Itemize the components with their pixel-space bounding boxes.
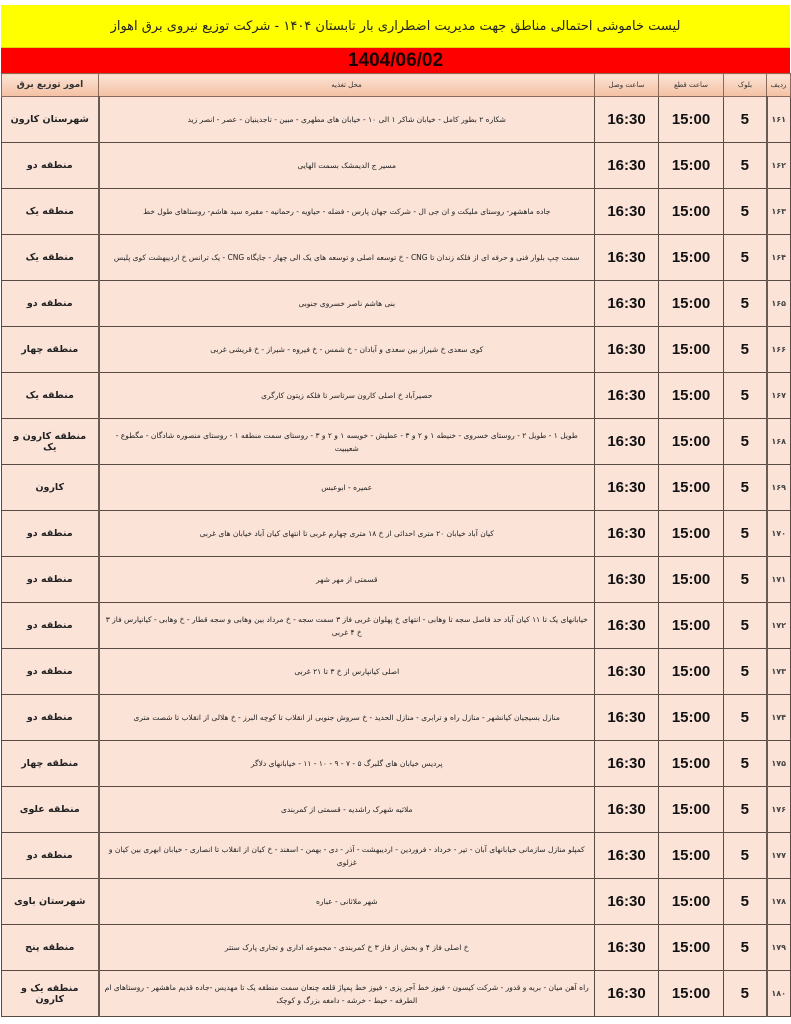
distribution-district: منطقه دو (2, 603, 99, 649)
row-number: ۱۶۴ (767, 235, 791, 281)
cut-time: 15:00 (659, 741, 724, 787)
table-row (2, 879, 791, 925)
cut-time: 15:00 (659, 649, 724, 695)
cut-time: 15:00 (659, 833, 724, 879)
table-row (2, 143, 791, 189)
connect-time: 16:30 (595, 695, 659, 741)
table-row (2, 419, 791, 465)
connect-time: 16:30 (595, 327, 659, 373)
row-number: ۱۷۰ (767, 511, 791, 557)
connect-time: 16:30 (595, 419, 659, 465)
connect-time: 16:30 (595, 465, 659, 511)
block-number: 5 (724, 373, 767, 419)
table-header-row (2, 74, 791, 97)
block-number: 5 (724, 695, 767, 741)
distribution-district: کارون (2, 465, 99, 511)
cut-time: 15:00 (659, 557, 724, 603)
outage-table (1, 73, 791, 1017)
feed-location: عمیره - ابوعبس (99, 465, 595, 511)
cut-time: 15:00 (659, 373, 724, 419)
block-number: 5 (724, 603, 767, 649)
connect-time: 16:30 (595, 787, 659, 833)
connect-time: 16:30 (595, 971, 659, 1017)
block-number: 5 (724, 971, 767, 1017)
distribution-district: شهرستان باوی (2, 879, 99, 925)
table-body (2, 97, 791, 1017)
feed-location: بنی هاشم ناصر خسروی جنوبی (99, 281, 595, 327)
table-row (2, 695, 791, 741)
table-row (2, 971, 791, 1017)
header-connect-time: ساعت وصل (595, 74, 659, 97)
distribution-district: منطقه یک (2, 373, 99, 419)
distribution-district: منطقه کارون و یک (2, 419, 99, 465)
distribution-district: منطقه دو (2, 511, 99, 557)
row-number: ۱۷۵ (767, 741, 791, 787)
cut-time: 15:00 (659, 925, 724, 971)
table-row (2, 373, 791, 419)
table-row (2, 327, 791, 373)
block-number: 5 (724, 327, 767, 373)
connect-time: 16:30 (595, 557, 659, 603)
row-number: ۱۶۶ (767, 327, 791, 373)
table-row (2, 741, 791, 787)
connect-time: 16:30 (595, 373, 659, 419)
header-location: محل تغذیه (99, 74, 595, 97)
distribution-district: منطقه دو (2, 649, 99, 695)
row-number: ۱۷۹ (767, 925, 791, 971)
distribution-district: منطقه یک (2, 189, 99, 235)
feed-location: ملاثیه شهرک راشدیه - قسمتی از کمربندی (99, 787, 595, 833)
cut-time: 15:00 (659, 235, 724, 281)
feed-location: شهر ملاثانی - عباره (99, 879, 595, 925)
block-number: 5 (724, 235, 767, 281)
header-row-number: ردیف (767, 74, 791, 97)
table-row (2, 787, 791, 833)
cut-time: 15:00 (659, 695, 724, 741)
table-row (2, 97, 791, 143)
row-number: ۱۷۷ (767, 833, 791, 879)
connect-time: 16:30 (595, 603, 659, 649)
distribution-district: شهرستان کارون (2, 97, 99, 143)
cut-time: 15:00 (659, 879, 724, 925)
row-number: ۱۶۲ (767, 143, 791, 189)
row-number: ۱۷۶ (767, 787, 791, 833)
block-number: 5 (724, 143, 767, 189)
feed-location: سمت چپ بلوار فنی و حرفه ای از فلکه زندان تا CNG - خ توسعه اصلی و توسعه های یک الی چهار - جایگاه CNG - یک ترانس خ اردیبهشت کوی پلیس (99, 235, 595, 281)
row-number: ۱۷۸ (767, 879, 791, 925)
row-number: ۱۷۳ (767, 649, 791, 695)
feed-location: طویل ۱ - طویل ۲ - روستای خسروی - خنیطه ۱ و ۲ و ۳ - عطیش - خویسه ۱ و ۲ و ۳ - روستای سمت منطقه ۱ - روستای منصوره شادگان - مگطوع - شعیبیت (99, 419, 595, 465)
cut-time: 15:00 (659, 603, 724, 649)
feed-location: راه آهن میان - بریه و قدور - شرکت کیسون - فیوز خط آجر پزی - فیوز خط پمپاژ قلعه چنعان سمت منطقه یک تا مهدیس -جاده قدیم ماهشهر - روستاهای ام الطرفه - خیط - خرشه - دامغه بزرگ و کوچک (99, 971, 595, 1017)
table-row (2, 235, 791, 281)
block-number: 5 (724, 741, 767, 787)
feed-location: منازل بسیجیان کیانشهر - منازل راه و ترابری - منازل الحدید - خ سروش جنوبی از انقلاب تا کوچه البرز - خ هلالی از انقلاب تا شصت متری (99, 695, 595, 741)
connect-time: 16:30 (595, 97, 659, 143)
connect-time: 16:30 (595, 189, 659, 235)
feed-location: خ اصلی فاز ۴ و بخش از فاز ۳ خ کمربندی - مجموعه اداری و تجاری پارک ستتر (99, 925, 595, 971)
distribution-district: منطقه یک (2, 235, 99, 281)
table-row (2, 189, 791, 235)
cut-time: 15:00 (659, 143, 724, 189)
distribution-district: منطقه چهار (2, 741, 99, 787)
block-number: 5 (724, 833, 767, 879)
row-number: ۱۶۷ (767, 373, 791, 419)
row-number: ۱۶۹ (767, 465, 791, 511)
cut-time: 15:00 (659, 971, 724, 1017)
cut-time: 15:00 (659, 327, 724, 373)
table-row (2, 511, 791, 557)
distribution-district: منطقه دو (2, 143, 99, 189)
table-row (2, 557, 791, 603)
cut-time: 15:00 (659, 281, 724, 327)
row-number: ۱۸۰ (767, 971, 791, 1017)
cut-time: 15:00 (659, 97, 724, 143)
connect-time: 16:30 (595, 235, 659, 281)
distribution-district: منطقه دو (2, 557, 99, 603)
row-number: ۱۷۲ (767, 603, 791, 649)
cut-time: 15:00 (659, 189, 724, 235)
feed-location: پردیس خیابان های گلبرگ ۵ - ۷ - ۹ - ۱۰ - ۱۱ - خیابانهای دلاگر (99, 741, 595, 787)
distribution-district: منطقه چهار (2, 327, 99, 373)
outage-schedule-sheet (1, 5, 790, 1017)
block-number: 5 (724, 189, 767, 235)
feed-location: اصلی کیانپارس از خ ۳ تا ۲۱ غربی (99, 649, 595, 695)
distribution-district: منطقه یک و کارون (2, 971, 99, 1017)
feed-location: کیان آباد خیابان ۲۰ متری احداثی از خ ۱۸ متری چهارم غربی تا انتهای کیان آباد خیابان های غربی (99, 511, 595, 557)
distribution-district: منطقه دو (2, 695, 99, 741)
distribution-district: منطقه دو (2, 281, 99, 327)
connect-time: 16:30 (595, 649, 659, 695)
row-number: ۱۶۱ (767, 97, 791, 143)
block-number: 5 (724, 925, 767, 971)
cut-time: 15:00 (659, 511, 724, 557)
connect-time: 16:30 (595, 925, 659, 971)
row-number: ۱۶۵ (767, 281, 791, 327)
feed-location: جاده ماهشهر- روستای ملیکت و ان جی ال - شرکت جهان پارس - فضله - حیاویه - رحمانیه - مقبره سید هاشم- روستاهای طول خط (99, 189, 595, 235)
block-number: 5 (724, 465, 767, 511)
block-number: 5 (724, 281, 767, 327)
header-district: امور توزیع برق (2, 74, 99, 97)
row-number: ۱۶۸ (767, 419, 791, 465)
block-number: 5 (724, 419, 767, 465)
feed-location: حصیرآباد خ اصلی کارون سرتاسر تا فلکه زیتون کارگری (99, 373, 595, 419)
feed-location: کوی سعدی خ شیراز بین سعدی و آبادان - خ شمس - خ فیروه - شیراز - خ قریشی غربی (99, 327, 595, 373)
connect-time: 16:30 (595, 281, 659, 327)
table-row (2, 281, 791, 327)
block-number: 5 (724, 511, 767, 557)
row-number: ۱۷۱ (767, 557, 791, 603)
connect-time: 16:30 (595, 741, 659, 787)
block-number: 5 (724, 97, 767, 143)
distribution-district: منطقه دو (2, 833, 99, 879)
row-number: ۱۶۳ (767, 189, 791, 235)
table-row (2, 833, 791, 879)
block-number: 5 (724, 649, 767, 695)
distribution-district: منطقه پنج (2, 925, 99, 971)
feed-location: کمپلو منازل سازمانی خیابانهای آبان - تیر - خرداد - فروردین - اردیبهشت - آذر - دی - بهمن - اسفند - خ کیان از انقلاب تا انصاری - خیابان ابهری بین کیان و غزلوی (99, 833, 595, 879)
cut-time: 15:00 (659, 419, 724, 465)
header-cut-time: ساعت قطع (659, 74, 724, 97)
connect-time: 16:30 (595, 511, 659, 557)
feed-location: شکاره ۲ بطور کامل - خیابان شاکر ۱ الی ۱۰ - خیابان های مطهری - مبین - تاجدینیان - عصر - انصر زید (99, 97, 595, 143)
row-number: ۱۷۴ (767, 695, 791, 741)
cut-time: 15:00 (659, 465, 724, 511)
schedule-date: 1404/06/02 (1, 48, 790, 73)
feed-location: مسیر ج الدیمشک بسمت الهایی (99, 143, 595, 189)
table-row (2, 465, 791, 511)
sheet-title: لیست خاموشی احتمالی مناطق جهت مدیریت اضطراری بار تابستان ۱۴۰۴ - شرکت توزیع نیروی برق اهواز (1, 5, 790, 48)
table-row (2, 603, 791, 649)
table-row (2, 649, 791, 695)
header-block: بلوک (724, 74, 767, 97)
connect-time: 16:30 (595, 833, 659, 879)
connect-time: 16:30 (595, 879, 659, 925)
distribution-district: منطقه علوی (2, 787, 99, 833)
connect-time: 16:30 (595, 143, 659, 189)
feed-location: قسمتی از مهر شهر (99, 557, 595, 603)
cut-time: 15:00 (659, 787, 724, 833)
table-row (2, 925, 791, 971)
block-number: 5 (724, 557, 767, 603)
feed-location: خیابانهای یک تا ۱۱ کیان آباد حد فاصل سجه تا وهابی - انتهای خ پهلوان غربی فاز ۳ سمت سجه - خ مرداد بین وهابی و سجه قطار - خ وهابی - کیانپارس فاز ۳ خ ۴ غربی (99, 603, 595, 649)
block-number: 5 (724, 787, 767, 833)
block-number: 5 (724, 879, 767, 925)
